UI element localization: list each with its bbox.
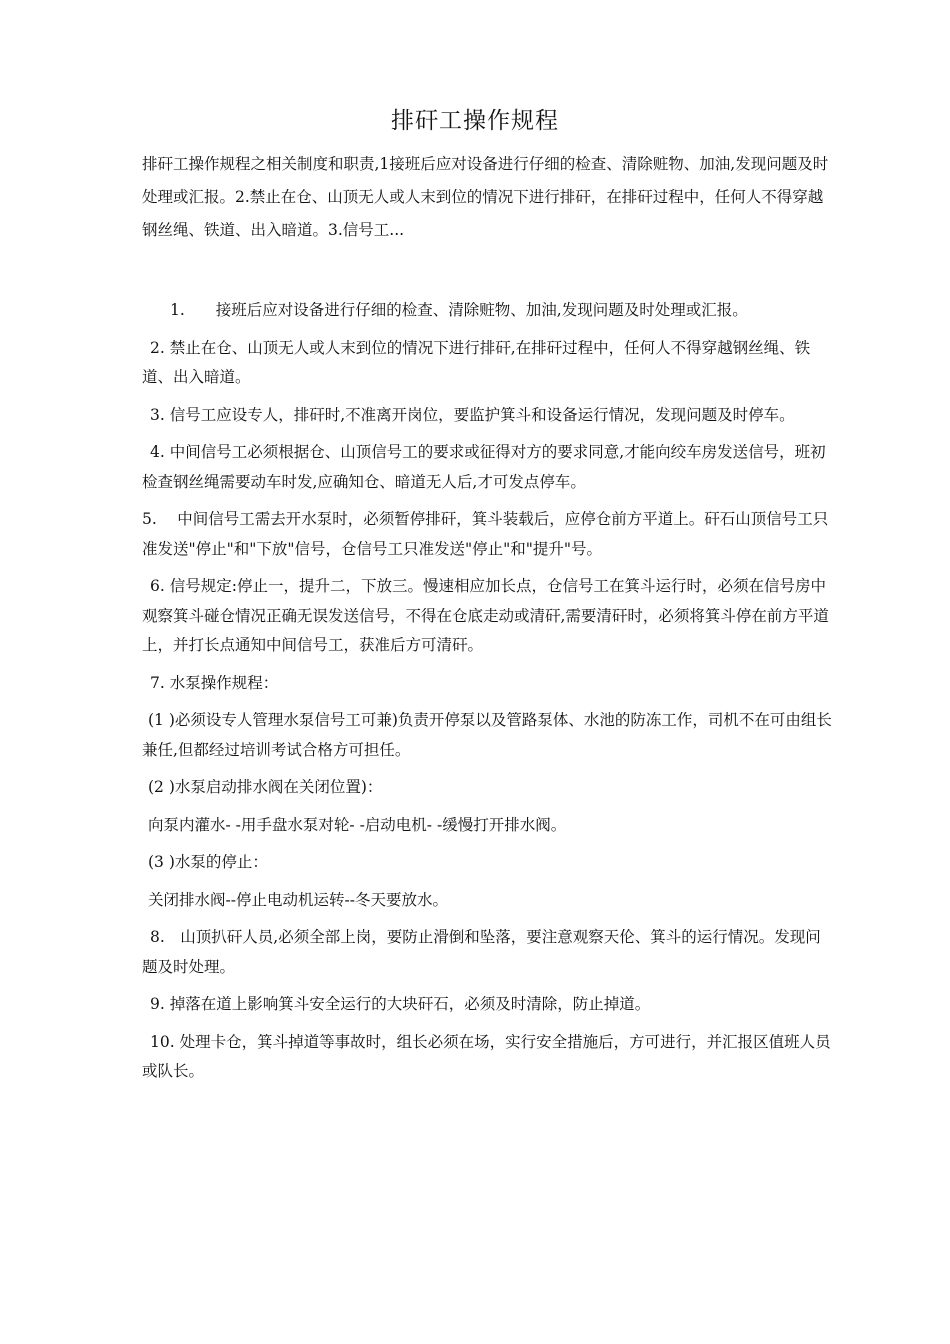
list-item: (2 )水泵启动排水阀在关闭位置)：: [148, 778, 383, 796]
list-item: 向泵内灌水- -用手盘水泵对轮- -启动电机- -缓慢打开排水阀。: [148, 815, 567, 834]
document-title: 排矸工操作规程: [391, 108, 559, 134]
procedure-list: [142, 296, 832, 1095]
list-item: 6. 信号规定:停止一，提升二，下放三。慢速相应加长点，仓信号工在箕斗运行时，必须在信号房中观察箕斗碰仓情况正确无误发送信号，不得在仓底走动或清矸,需要清矸时，必须将箕斗停在前方平道上，并打长点通知中间信号工，获准后方可清矸。: [142, 577, 829, 654]
list-item: (3 )水泵的停止：: [148, 853, 268, 871]
intro-paragraph: 排矸工操作规程之相关制度和职责,1接班后应对设备进行仔细的检查、清除赃物、加油,发现问题及时处理或汇报。2.禁止在仓、山顶无人或人末到位的情况下进行排矸，在排矸过程中，任何人不得穿越钢丝绳、铁道、出入暗道。3.信号工...: [142, 155, 829, 239]
list-item: 关闭排水阀--停止电动机运转--冬天要放水。: [148, 890, 448, 909]
list-item: 1. 接班后应对设备进行仔细的检查、清除赃物、加油,发现问题及时处理或汇报。: [170, 301, 748, 319]
list-item: 10. 处理卡仓，箕斗掉道等事故时，组长必须在场，实行安全措施后，方可进行，并汇报区值班人员或队长。: [142, 1032, 831, 1080]
list-item: 9. 掉落在道上影响箕斗安全运行的大块矸石，必须及时清除，防止掉道。: [150, 995, 651, 1013]
list-item: (1 )必须设专人管理水泵信号工可兼)负责开停泵以及管路泵体、水池的防冻工作，司机不在可由组长兼任,但都经过培训考试合格方可担任。: [142, 711, 832, 759]
list-item: 8. 山顶扒矸人员,必须全部上岗，要防止滑倒和坠落，要注意观察天伦、箕斗的运行情况。发现问题及时处理。: [142, 928, 821, 976]
intro-summary: [142, 148, 832, 247]
list-item: 5. 中间信号工需去开水泵时，必须暂停排矸，箕斗装载后，应停仓前方平道上。矸石山顶信号工只准发送"停止"和"下放"信号，仓信号工只准发送"停止"和"提升"号。: [142, 510, 829, 558]
list-item: 4. 中间信号工必须根据仓、山顶信号工的要求或征得对方的要求同意,才能向绞车房发送信号，班初检查钢丝绳需要动车时发,应确知仓、暗道无人后,才可发点停车。: [142, 443, 826, 491]
list-item: 2. 禁止在仓、山顶无人或人末到位的情况下进行排矸,在排矸过程中，任何人不得穿越钢丝绳、铁道、出入暗道。: [142, 338, 811, 386]
list-item: 7. 水泵操作规程：: [150, 673, 279, 692]
list-item: 3. 信号工应设专人，排矸时,不准离开岗位，要监护箕斗和设备运行情况，发现问题及时停车。: [150, 405, 795, 424]
